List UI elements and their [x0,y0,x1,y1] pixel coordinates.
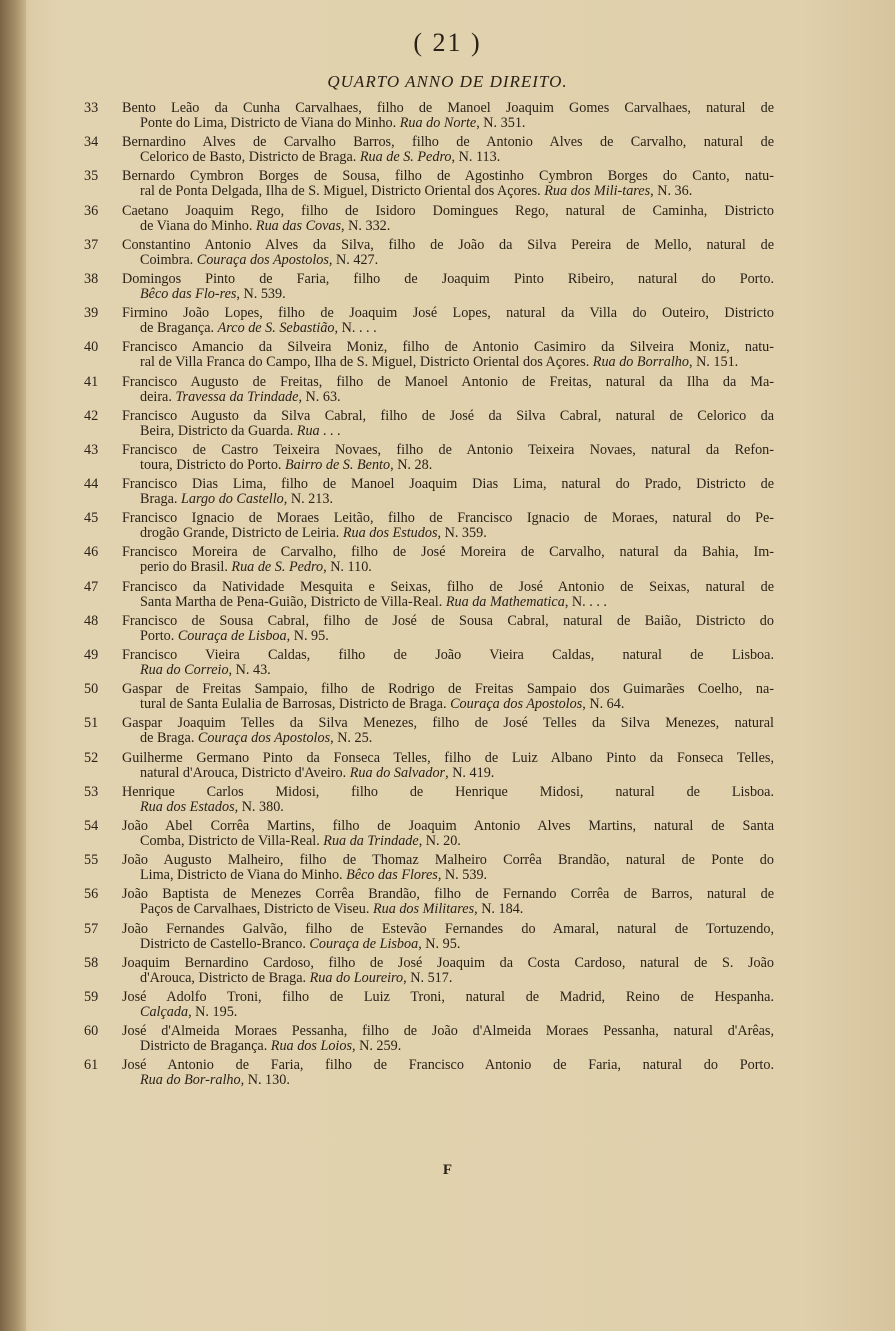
entry-continuation-line [122,937,774,952]
entry-first-line [122,169,774,184]
list-item [84,956,774,986]
entry-house-number: , N. 95. [418,935,461,952]
entry-number: 54 [84,817,99,834]
entry-text: toura, Districto do Porto. [140,456,282,473]
entry-number: 41 [84,373,99,390]
list-item [84,648,774,678]
list-item [84,751,774,781]
entry-first-line [122,716,774,731]
list-item [84,340,774,370]
entry-text: de Viana do Minho. [140,217,253,234]
entry-number: 42 [84,407,99,424]
entry-continuation-line [122,800,774,815]
entry-continuation-line [122,150,774,165]
entry-continuation-line [122,492,774,507]
entry-text: d'Arouca, Districto de Braga. [140,969,307,986]
entry-first-line [122,751,774,766]
entry-first-line [122,853,774,868]
entry-house-number: , N. 151. [688,354,739,371]
entry-continuation-line [122,424,774,439]
entry-house-number: , N. 332. [341,217,391,234]
entry-first-line [122,238,774,253]
entry-continuation-line [122,184,774,199]
entry-house-number: , N. 380. [234,798,284,815]
entry-house-number: , N. 113. [451,149,501,166]
entry-text: Comba, Districto de Villa-Real. [140,832,320,849]
entry-number: 45 [84,510,99,527]
entry-number: 50 [84,681,99,698]
entry-number: 47 [84,578,99,595]
entry-street-address: Rua de S. Pedro [359,149,452,166]
page-number: ( 21 ) [413,28,482,57]
entry-house-number: , N. 20. [418,832,461,849]
entry-first-line [122,956,774,971]
entry-number: 35 [84,168,99,185]
entry-number: 48 [84,612,99,629]
entry-street-address: Rua do Loureiro [309,969,404,986]
entry-street-address: Couraça dos Apostolos [450,696,583,713]
entry-first-line [122,922,774,937]
entry-first-line [122,1024,774,1039]
student-list [84,101,774,1092]
entry-text: Francisco Amancio da Silveira Moniz, filho de Antonio Casimiro da Silveira Moniz, natu- [122,339,774,356]
list-item [84,169,774,199]
entry-text: Districto de Castello-Branco. [140,935,306,952]
entry-text: Bento Leão da Cunha Carvalhaes, filho de Manoel Joaquim Gomes Carvalhaes, natural de [122,100,774,116]
entry-text: Guilherme Germano Pinto da Fonseca Telles, filho de Luiz Albano Pinto da Fonseca Telles, [122,749,774,766]
entry-house-number: , N. 43. [228,662,271,678]
list-item [84,477,774,507]
list-item [84,853,774,883]
list-item [84,887,774,917]
entry-house-number: , N. . . . [564,593,607,610]
list-item [84,375,774,405]
entry-continuation-line [122,971,774,986]
entry-text: Francisco Augusto de Freitas, filho de Manoel Antonio de Freitas, natural da Ilha da Ma- [122,373,774,390]
entry-house-number: , N. 419. [445,764,495,781]
entry-text: Francisco Ignacio de Moraes Leitão, filho de Francisco Ignacio de Moraes, natural do Pe- [122,510,774,527]
entry-text: de Bragança. [140,320,215,337]
entry-text: Francisco Moreira de Carvalho, filho de José Moreira de Carvalho, natural da Bahia, Im- [122,544,774,561]
entry-text: natural d'Arouca, Districto d'Aveiro. [140,764,347,781]
entry-street-address: Calçada [140,1003,189,1020]
entry-house-number: , N. 517. [403,969,453,986]
entry-house-number: , N. 110. [323,559,372,576]
entry-street-address: Rua dos Estudos [342,525,438,542]
list-item [84,819,774,849]
entry-text: drogão Grande, Districto de Leiria. [140,525,340,542]
entry-continuation-line [122,526,774,541]
entry-text: João Augusto Malheiro, filho de Thomaz Malheiro Corrêa Brandão, natural de Ponte do [122,852,774,869]
entry-text: João Abel Corrêa Martins, filho de Joaquim Antonio Alves Martins, natural de Santa [122,817,774,834]
entry-text: Francisco de Castro Teixeira Novaes, filho de Antonio Teixeira Novaes, natural da Refon- [122,441,774,458]
entry-continuation-line [122,1073,774,1088]
entry-text: Ponte do Lima, Districto de Viana do Minho. [140,115,397,131]
entry-number: 49 [84,647,99,663]
entry-number: 34 [84,134,99,151]
entry-number: 40 [84,339,99,356]
list-item [84,922,774,952]
list-item [84,990,774,1020]
entry-continuation-line [122,355,774,370]
entry-house-number: , N. 259. [352,1038,402,1055]
entry-text: de Braga. [140,730,195,747]
entry-continuation-line [122,219,774,234]
entry-first-line [122,990,774,1005]
entry-continuation-line [122,116,774,131]
entry-street-address: Rua dos Estados [140,798,235,815]
entry-street-address: Couraça de Lisboa [309,935,419,952]
entry-text: Districto de Bragança. [140,1038,268,1055]
entry-number: 59 [84,988,99,1005]
entry-continuation-line [122,629,774,644]
entry-first-line [122,614,774,629]
entry-text: Santa Martha de Pena-Guião, Districto de Villa-Real. [140,593,443,610]
entry-first-line [122,1058,774,1073]
entry-text: tural de Santa Eulalia de Barrosas, Districto de Braga. [140,696,447,713]
entry-house-number: , N. 359. [437,525,487,542]
entry-continuation-line [122,287,774,302]
list-item [84,101,774,131]
entry-house-number: , N. 539. [236,285,286,302]
entry-first-line [122,477,774,492]
entry-house-number: , N. 351. [476,115,526,131]
list-item [84,238,774,268]
entry-street-address: Bairro de S. Bento [285,456,391,473]
entry-first-line [122,580,774,595]
entry-first-line [122,682,774,697]
entry-house-number: , N. 539. [437,867,488,884]
list-item [84,511,774,541]
entry-text: Porto. [140,627,175,644]
entry-street-address: Rua das Covas [255,217,342,234]
entry-house-number: , N. 95. [286,627,329,644]
entry-continuation-line [122,663,774,678]
list-item [84,580,774,610]
entry-number: 51 [84,715,99,732]
entry-text: Francisco Augusto da Silva Cabral, filho de José da Silva Cabral, natural de Celorico da [122,407,774,424]
entry-text: Coimbra. [140,251,194,268]
entry-first-line [122,409,774,424]
entry-street-address: Bêco das Flores [346,867,438,884]
entry-continuation-line [122,595,774,610]
entry-number: 56 [84,886,99,903]
entry-street-address: Rua do Salvador [349,764,446,781]
entry-first-line [122,272,774,287]
entry-first-line [122,443,774,458]
entry-street-address: Rua da Mathematica [445,593,565,610]
entry-number: 58 [84,954,99,971]
entry-continuation-line [122,868,774,883]
entry-number: 52 [84,749,99,766]
entry-first-line [122,545,774,560]
entry-text: Lima, Districto de Viana do Minho. [140,867,343,884]
entry-house-number: , N. 63. [298,388,341,405]
entry-text: Francisco Vieira Caldas, filho de João Vieira Caldas, natural de Lisboa. [122,647,774,663]
entry-street-address: Couraça de Lisboa [177,627,287,644]
entry-number: 37 [84,236,99,253]
section-title: QUARTO ANNO DE DIREITO. [327,72,568,91]
entry-text: Gaspar Joaquim Telles da Silva Menezes, filho de José Telles da Silva Menezes, natural [122,715,774,732]
entry-text: Francisco Dias Lima, filho de Manoel Joaquim Dias Lima, natural do Prado, Districto de [122,476,774,493]
entry-continuation-line [122,1005,774,1020]
entry-house-number: , N. . . . [334,320,377,337]
entry-house-number: , N. 213. [283,491,333,508]
entry-continuation-line [122,253,774,268]
entry-street-address: Largo do Castello [180,491,284,508]
entry-text: perio do Brasil. [140,559,228,576]
entry-first-line [122,340,774,355]
list-item [84,1024,774,1054]
entry-first-line [122,306,774,321]
entry-number: 44 [84,476,99,493]
entry-first-line [122,648,774,663]
entry-number: 53 [84,783,99,800]
entry-street-address: Travessa da Trindade [175,388,299,405]
list-item [84,272,774,302]
entry-text: José Antonio de Faria, filho de Francisco Antonio de Faria, natural do Porto. [122,1057,774,1074]
entry-street-address: Rua dos Militares [372,901,475,918]
entry-house-number: , N. 195. [188,1003,238,1020]
list-item [84,785,774,815]
list-item [84,306,774,336]
signature-mark: F [442,1162,453,1178]
entry-first-line [122,135,774,150]
list-item [84,204,774,234]
entry-number: 46 [84,544,99,561]
entry-continuation-line [122,697,774,712]
book-spine-shadow [0,0,26,1331]
entry-text: Celorico de Basto, Districto de Braga. [140,149,357,166]
entry-text: Domingos Pinto de Faria, filho de Joaquim Pinto Ribeiro, natural do Porto. [122,270,774,287]
entry-text: Francisco de Sousa Cabral, filho de José de Sousa Cabral, natural de Baião, Districto do [122,612,774,629]
list-item [84,443,774,473]
entry-text: Constantino Antonio Alves da Silva, filho de João da Silva Pereira de Mello, natural de [122,236,774,253]
entry-number: 36 [84,202,99,219]
entry-street-address: Rua dos Loios [270,1038,352,1055]
entry-text: João Baptista de Menezes Corrêa Brandão, filho de Fernando Corrêa de Barros, natural de [122,886,774,903]
list-item [84,614,774,644]
entry-text: João Fernandes Galvão, filho de Estevão Fernandes do Amaral, natural de Tortuzendo, [122,920,774,937]
entry-text: José d'Almeida Moraes Pessanha, filho de João d'Almeida Moraes Pessanha, natural d'Arêas, [122,1023,774,1040]
entry-number: 43 [84,441,99,458]
entry-text: Francisco da Natividade Mesquita e Seixas, filho de José Antonio de Seixas, natural de [122,578,774,595]
entry-text: Paços de Carvalhaes, Districto de Viseu. [140,901,370,918]
entry-street-address: Rua de S. Pedro [231,559,324,576]
entry-text: Gaspar de Freitas Sampaio, filho de Rodrigo de Freitas Sampaio dos Guimarães Coelho, na- [122,681,774,698]
entry-text: Bernardo Cymbron Borges de Sousa, filho de Agostinho Cymbron Borges do Canto, natu- [122,168,774,185]
entry-text: Henrique Carlos Midosi, filho de Henrique Midosi, natural de Lisboa. [122,783,774,800]
entry-text: deira. [140,388,172,405]
list-item [84,1058,774,1088]
entry-number: 39 [84,305,99,322]
entry-house-number: , N. 427. [328,251,379,268]
entry-street-address: Arco de S. Sebastião [217,320,335,337]
entry-text: Caetano Joaquim Rego, filho de Isidoro Domingues Rego, natural de Caminha, Districto [122,202,774,219]
entry-first-line [122,511,774,526]
entry-first-line [122,887,774,902]
entry-text: ral de Villa Franca do Campo, Ilha de S. Miguel, Districto Oriental dos Açores. [140,354,590,371]
entry-street-address: Rua do Bor-ralho [140,1072,241,1089]
entry-number: 57 [84,920,99,937]
entry-street-address: Bêco das Flo-res [140,285,237,302]
entry-continuation-line [122,902,774,917]
entry-first-line [122,375,774,390]
list-item [84,716,774,746]
entry-house-number: , N. 184. [474,901,524,918]
entry-text: Firmino João Lopes, filho de Joaquim José Lopes, natural da Villa do Outeiro, Districto [122,305,774,322]
entry-first-line [122,204,774,219]
entry-continuation-line [122,390,774,405]
entry-text: José Adolfo Troni, filho de Luiz Troni, natural de Madrid, Reino de Hespanha. [122,988,774,1005]
entry-street-address: Couraça dos Apostolos [197,730,331,747]
entry-text: Joaquim Bernardino Cardoso, filho de José Joaquim da Costa Cardoso, natural de S. João [122,954,774,971]
entry-street-address: Rua . . . [296,422,341,439]
entry-street-address: Rua da Trindade [323,832,419,849]
entry-street-address: Rua do Borralho [592,354,689,371]
entry-house-number: , N. 36. [650,183,693,200]
entry-number: 60 [84,1023,99,1040]
entry-number: 61 [84,1057,99,1074]
entry-continuation-line [122,321,774,336]
entry-house-number: , N. 28. [390,456,433,473]
entry-house-number: , N. 25. [330,730,373,747]
list-item [84,545,774,575]
list-item [84,682,774,712]
entry-first-line [122,785,774,800]
entry-text: Beira, Districto da Guarda. [140,422,294,439]
entry-text: Braga. [140,491,178,508]
entry-continuation-line [122,766,774,781]
entry-text: ral de Ponta Delgada, Ilha de S. Miguel, Districto Oriental dos Açores. [140,183,541,200]
entry-street-address: Couraça dos Apostolos [196,251,329,268]
entry-text: Bernardino Alves de Carvalho Barros, filho de Antonio Alves de Carvalho, natural de [122,134,774,151]
entry-street-address: Rua do Norte [399,115,477,131]
entry-continuation-line [122,731,774,746]
entry-street-address: Rua dos Mili-tares [544,183,651,200]
entry-number: 38 [84,270,99,287]
entry-street-address: Rua do Correio [140,662,229,678]
entry-house-number: , N. 130. [240,1072,290,1089]
entry-house-number: , N. 64. [582,696,625,713]
list-item [84,409,774,439]
entry-number: 55 [84,852,99,869]
entry-first-line [122,101,774,116]
entry-continuation-line [122,458,774,473]
entry-continuation-line [122,834,774,849]
entry-continuation-line [122,1039,774,1054]
entry-first-line [122,819,774,834]
list-item [84,135,774,165]
entry-continuation-line [122,560,774,575]
entry-number: 33 [84,100,99,116]
